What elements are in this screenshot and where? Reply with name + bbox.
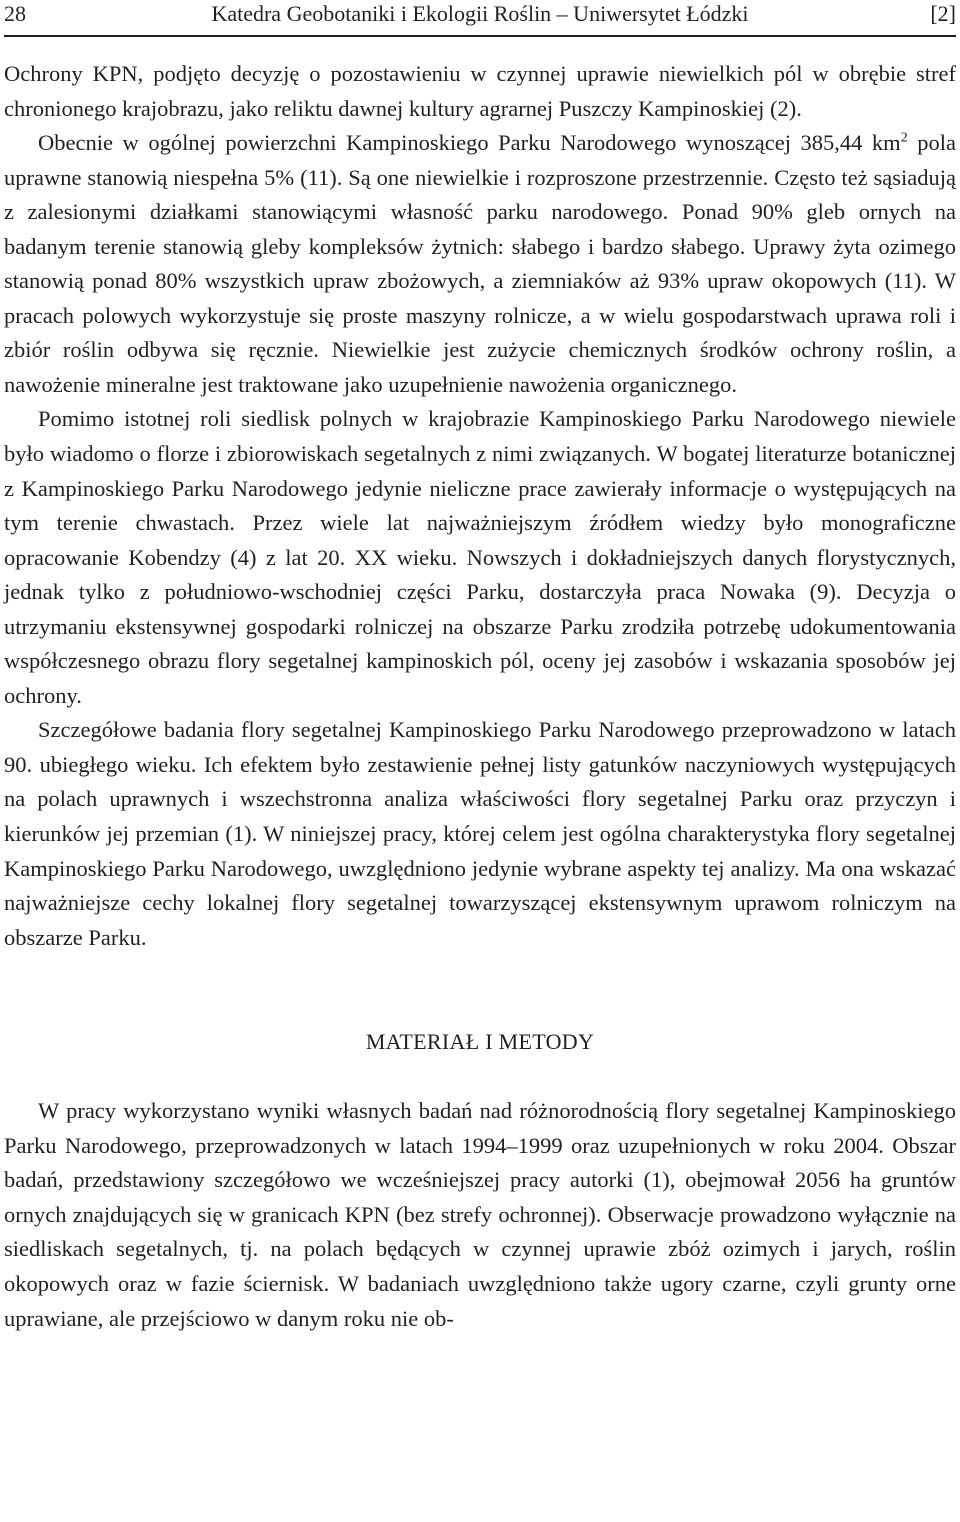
header-rule [4, 35, 956, 37]
superscript: 2 [900, 130, 908, 146]
paragraph-2 [4, 126, 956, 402]
paragraph-3: Pomimo istotnej roli siedlisk polnych w krajobrazie Kampinoskiego Parku Narodowego niewiele było wiadomo o florze i zbiorowiskach segetalnych z nimi związanych. W bogatej literaturze botanicznej z Kampinoskiego Parku Narodowego jedynie nieliczne prace zawierały informacje o występujących na tym terenie chwastach. Przez wiele lat najważniejszym źródłem wiedzy było monograficzne opracowanie Kobendzy (4) z lat 20. XX wieku. Nowszych i dokładniejszych danych florystycznych, jednak tylko z południowo-wschodniej części Parku, dostarczyła praca Nowaka (9). Decyzja o utrzymaniu ekstensywnej gospodarki rolniczej na obszarze Parku zrodziła potrzebę udokumentowania współczesnego obrazu flory segetalnej kampinoskich pól, oceny jej zasobów i wskazania sposobów jej ochrony. [4, 406, 956, 708]
paragraph-2-text-a: Obecnie w ogólnej powierzchni Kampinoskiego Parku Narodowego wynoszącej 385,44 km [38, 130, 901, 156]
section-heading: MATERIAŁ I METODY [365, 1029, 595, 1055]
running-title: Katedra Geobotaniki i Ekologii Roślin – Uniwersytet Łódzki [211, 1, 749, 26]
section-paragraph-1: W pracy wykorzystano wyniki własnych badań nad różnorodnością flory segetalnej Kampinoskiego Parku Narodowego, przeprowadzonych w latach 1994–1999 oraz uzupełnionych w roku 2004. Obszar badań, przedstawiony szczegółowo we wcześniejszej pracy autorki (1), obejmował 2056 ha gruntów ornych znajdujących się w granicach KPN (bez strefy ochronnej). Obserwacje prowadzono wyłącznie na siedliskach segetalnych, tj. na polach będących w czynnej uprawie zbóż ozimych i jarych, roślin okopowych oraz w fazie ściernisk. W badaniach uwzględniono także ugory czarne, czyli grunty orne uprawiane, ale przejściowo w danym roku nie ob- [4, 1098, 956, 1331]
page-header [4, 0, 956, 28]
article-body [4, 57, 956, 1336]
paragraph-2-text-b: pola uprawne stanowią niespełna 5% (11). Są one niewielkie i rozproszone przestrzennie. Często też sąsiadują z zalesionymi działkami stanowiącymi własność parku narodowego. Ponad 90% gleb ornych na badanym terenie stanowią gleby kompleksów żytnich: słabego i bardzo słabego. Uprawy żyta ozimego stanowią ponad 80% wszystkich upraw zbożowych, a ziemniaków aż 93% upraw okopowych (11). W pracach polowych wykorzystuje się proste maszyny rolnicze, a w wielu gospodarstwach uprawa roli i zbiór roślin odbywa się ręcznie. Niewielkie jest zużycie chemicznych środków ochrony roślin, a nawożenie mineralne jest traktowane jako uzupełnienie nawożenia organicznego. [4, 130, 956, 397]
page-number: 28 [4, 1, 26, 26]
issue-number: [2] [930, 1, 956, 26]
paragraph-4: Szczegółowe badania flory segetalnej Kampinoskiego Parku Narodowego przeprowadzono w latach 90. ubiegłego wieku. Ich efektem było zestawienie pełnej listy gatunków naczyniowych występujących na polach uprawnych i wszechstronna analiza właściwości flory segetalnej Parku oraz przyczyn i kierunków jej przemian (1). W niniejszej pracy, której celem jest ogólna charakterystyka flory segetalnej Kampinoskiego Parku Narodowego, uwzględniono jedynie wybrane aspekty tej analizy. Ma ona wskazać najważniejsze cechy lokalnej flory segetalnej towarzyszącej ekstensywnym uprawom rolniczym na obszarze Parku. [4, 717, 956, 950]
paragraph-1: Ochrony KPN, podjęto decyzję o pozostawieniu w czynnej uprawie niewielkich pól w obrębie stref chronionego krajobrazu, jako reliktu dawnej kultury agrarnej Puszczy Kampinoskiej (2). [4, 61, 956, 121]
